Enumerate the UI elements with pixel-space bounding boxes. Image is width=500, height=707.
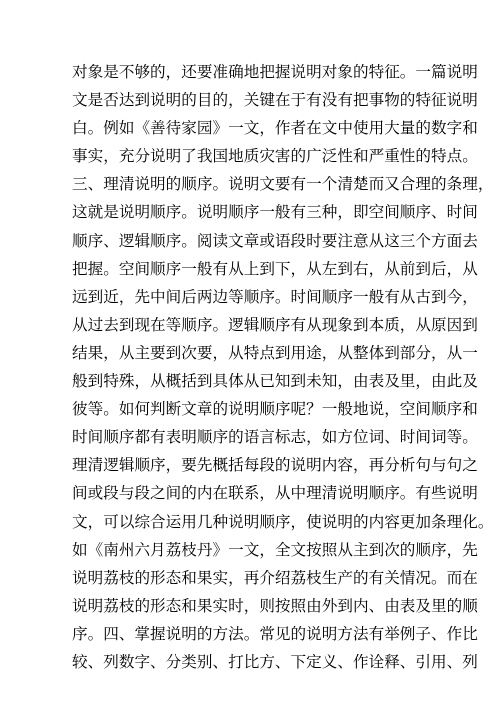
text-line: 序 。 四 、 掌 握 说 明 的 方 法 。 常 见 的 说 明 方 法 有 举 例 子 、 作 比 bbox=[72, 624, 478, 643]
text-line: 三 、 理 清 说 明 的 顺 序 。 说 明 文 要 有 一 个 清 楚 而 又 合 理 的 条 理 ， bbox=[72, 175, 494, 194]
text-line: 文 是 否 达 到 说 明 的 目 的 ， 关 键 在 于 有 没 有 把 事 物 的 特 征 说 明 bbox=[72, 91, 478, 110]
text-line: 如 《 南 州 六 月 荔 枝 丹 》 一 文 ， 全 文 按 照 从 主 到 次 的 顺 序 ， 先 bbox=[72, 540, 478, 559]
text-line: 文 ， 可 以 综 合 运 用 几 种 说 明 顺 序 ， 使 说 明 的 内 容 更 加 条 理 化 。 bbox=[72, 512, 494, 531]
text-line: 彼 等 。 如 何 判 断 文 章 的 说 明 顺 序 呢 ？ 一 般 地 说 ， 空 间 顺 序 和 bbox=[72, 400, 478, 419]
text-line: 把 握 。 空 间 顺 序 一 般 有 从 上 到 下 ， 从 左 到 右 ， 从 前 到 后 ， 从 bbox=[72, 259, 478, 278]
text-line: 从 过 去 到 现 在 等 顺 序 。 逻 辑 顺 序 有 从 现 象 到 本 质 ， 从 原 因 到 bbox=[72, 315, 478, 334]
document-page bbox=[72, 58, 494, 676]
text-line: 间 或 段 与 段 之 间 的 内 在 联 系 ， 从 中 理 清 说 明 顺 序 。 有 些 说 明 bbox=[72, 484, 478, 503]
text-line: 事 实 ， 充 分 说 明 了 我 国 地 质 灾 害 的 广 泛 性 和 严 重 性 的 特 点 。 bbox=[72, 147, 478, 166]
text-line: 顺 序 、 逻 辑 顺 序 。 阅 读 文 章 或 语 段 时 要 注 意 从 这 三 个 方 面 去 bbox=[72, 231, 478, 250]
text-line: 结 果 ， 从 主 要 到 次 要 ， 从 特 点 到 用 途 ， 从 整 体 到 部 分 ， 从 一 bbox=[72, 343, 478, 362]
text-line: 说 明 荔 枝 的 形 态 和 果 实 ， 再 介 绍 荔 枝 生 产 的 有 关 情 况 。 而 在 bbox=[72, 568, 478, 587]
text-line: 远 到 近 ， 先 中 间 后 两 边 等 顺 序 。 时 间 顺 序 一 般 有 从 古 到 今 ， bbox=[72, 287, 478, 306]
text-line: 白 。 例 如 《 善 待 家 园 》 一 文 ， 作 者 在 文 中 使 用 大 量 的 数 字 和 bbox=[72, 119, 478, 138]
text-line: 时 间 顺 序 都 有 表 明 顺 序 的 语 言 标 志 ， 如 方 位 词 、 时 间 词 等 。 bbox=[72, 428, 478, 447]
text-line: 对 象 是 不 够 的 ， 还 要 准 确 地 把 握 说 明 对 象 的 特 征 。 一 篇 说 明 bbox=[72, 63, 478, 81]
text-line: 理 清 逻 辑 顺 序 ， 要 先 概 括 每 段 的 说 明 内 容 ， 再 分 析 句 与 句 之 bbox=[72, 456, 478, 475]
text-line: 般 到 特 殊 ， 从 概 括 到 具 体 从 已 知 到 未 知 ， 由 表 及 里 ， 由 此 及 bbox=[72, 372, 478, 391]
text-line: 这 就 是 说 明 顺 序 。 说 明 顺 序 一 般 有 三 种 ， 即 空 间 顺 序 、 时 间 bbox=[72, 203, 478, 222]
text-line: 较 、 列 数 字 、 分 类 别 、 打 比 方 、 下 定 义 、 作 诠 释 、 引 用 、 列 bbox=[72, 652, 478, 671]
text-line: 说 明 荔 枝 的 形 态 和 果 实 时 ， 则 按 照 由 外 到 内 、 由 表 及 里 的 顺 bbox=[72, 596, 478, 615]
